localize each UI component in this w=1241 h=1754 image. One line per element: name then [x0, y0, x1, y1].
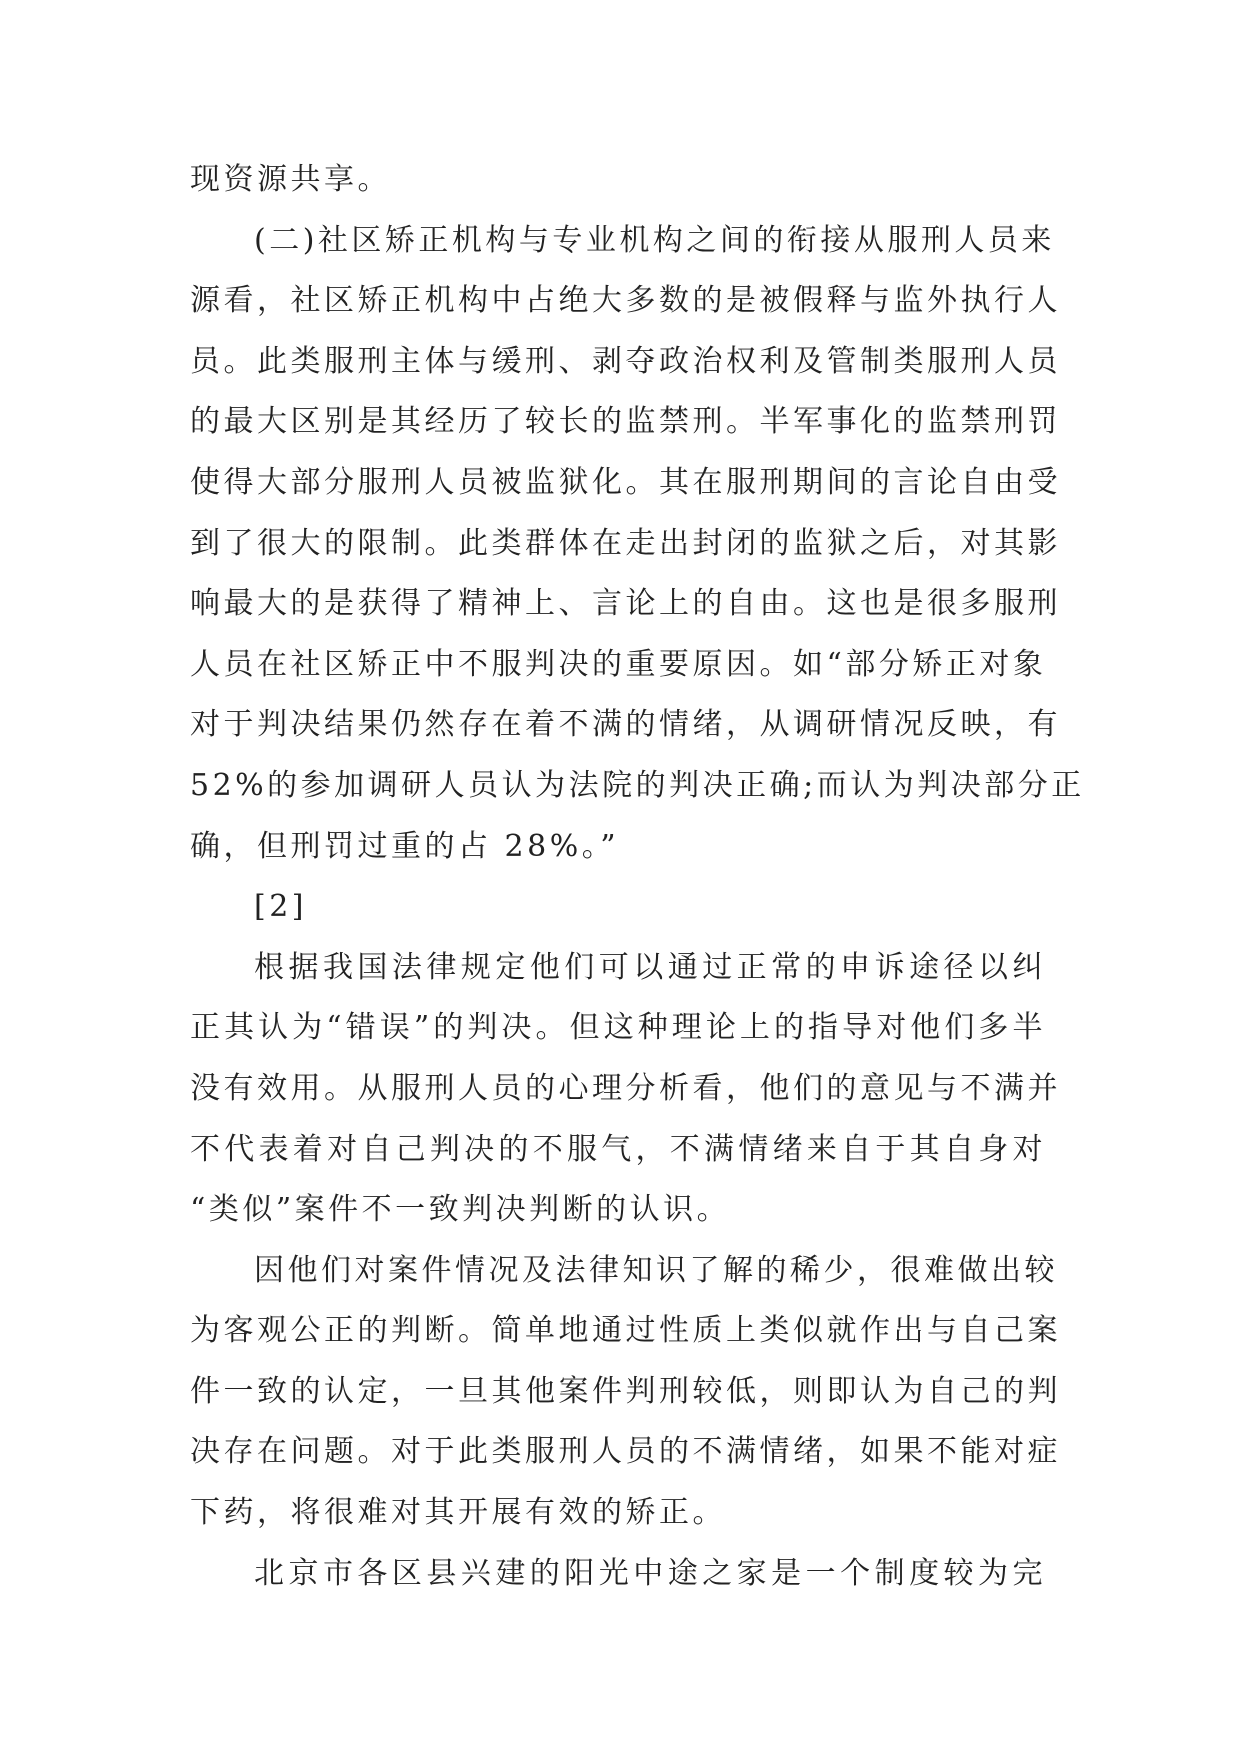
text-line: 不代表着对自己判决的不服气，不满情绪来自于其自身对 — [190, 1131, 1046, 1167]
text-line: 使得大部分服刑人员被监狱化。其在服刑期间的言论自由受 — [190, 464, 1061, 500]
paragraph-start-line: 北京市各区县兴建的阳光中途之家是一个制度较为完 — [254, 1555, 1046, 1591]
citation-marker: [2] — [254, 889, 307, 925]
paragraph-start-line: 因他们对案件情况及法律知识了解的稀少，很难做出较 — [254, 1252, 1058, 1288]
text-line: 人员在社区矫正中不服判决的重要原因。如“部分矫正对象 — [190, 646, 1047, 682]
text-line: 员。此类服刑主体与缓刑、剥夺政治权利及管制类服刑人员 — [190, 343, 1061, 379]
text-line: 下药，将很难对其开展有效的矫正。 — [190, 1495, 726, 1531]
text-line: 现资源共享。 — [190, 162, 391, 197]
paragraph-start-line: (二)社区矫正机构与专业机构之间的衔接从服刑人员来 — [254, 222, 1055, 258]
text-line: 响最大的是获得了精神上、言论上的自由。这也是很多服刑 — [190, 586, 1061, 622]
text-line: 决存在问题。对于此类服刑人员的不满情绪，如果不能对症 — [190, 1434, 1061, 1470]
body-text — [190, 150, 1085, 1604]
text-line: 源看，社区矫正机构中占绝大多数的是被假释与监外执行人 — [190, 283, 1061, 319]
text-line: 的最大区别是其经历了较长的监禁刑。半军事化的监禁刑罚 — [190, 404, 1061, 440]
text-line: 到了很大的限制。此类群体在走出封闭的监狱之后，对其影 — [190, 525, 1061, 561]
text-line: 件一致的认定，一旦其他案件判刑较低，则即认为自己的判 — [190, 1373, 1061, 1409]
paragraph-start-line: 根据我国法律规定他们可以通过正常的申诉途径以纠 — [254, 949, 1046, 985]
text-line: 正其认为“错误”的判决。但这种理论上的指导对他们多半 — [190, 1010, 1046, 1046]
text-line: 为客观公正的判断。简单地通过性质上类似就作出与自己案 — [190, 1313, 1061, 1349]
text-line: 52%的参加调研人员认为法院的判决正确;而认为判决部分正 — [190, 767, 1085, 803]
text-line: 对于判决结果仍然存在着不满的情绪，从调研情况反映，有 — [190, 707, 1061, 743]
text-line: 没有效用。从服刑人员的心理分析看，他们的意见与不满并 — [190, 1070, 1061, 1106]
text-line: “类似”案件不一致判决判断的认识。 — [190, 1192, 731, 1228]
text-line: 确，但刑罚过重的占 28%。” — [190, 828, 620, 864]
